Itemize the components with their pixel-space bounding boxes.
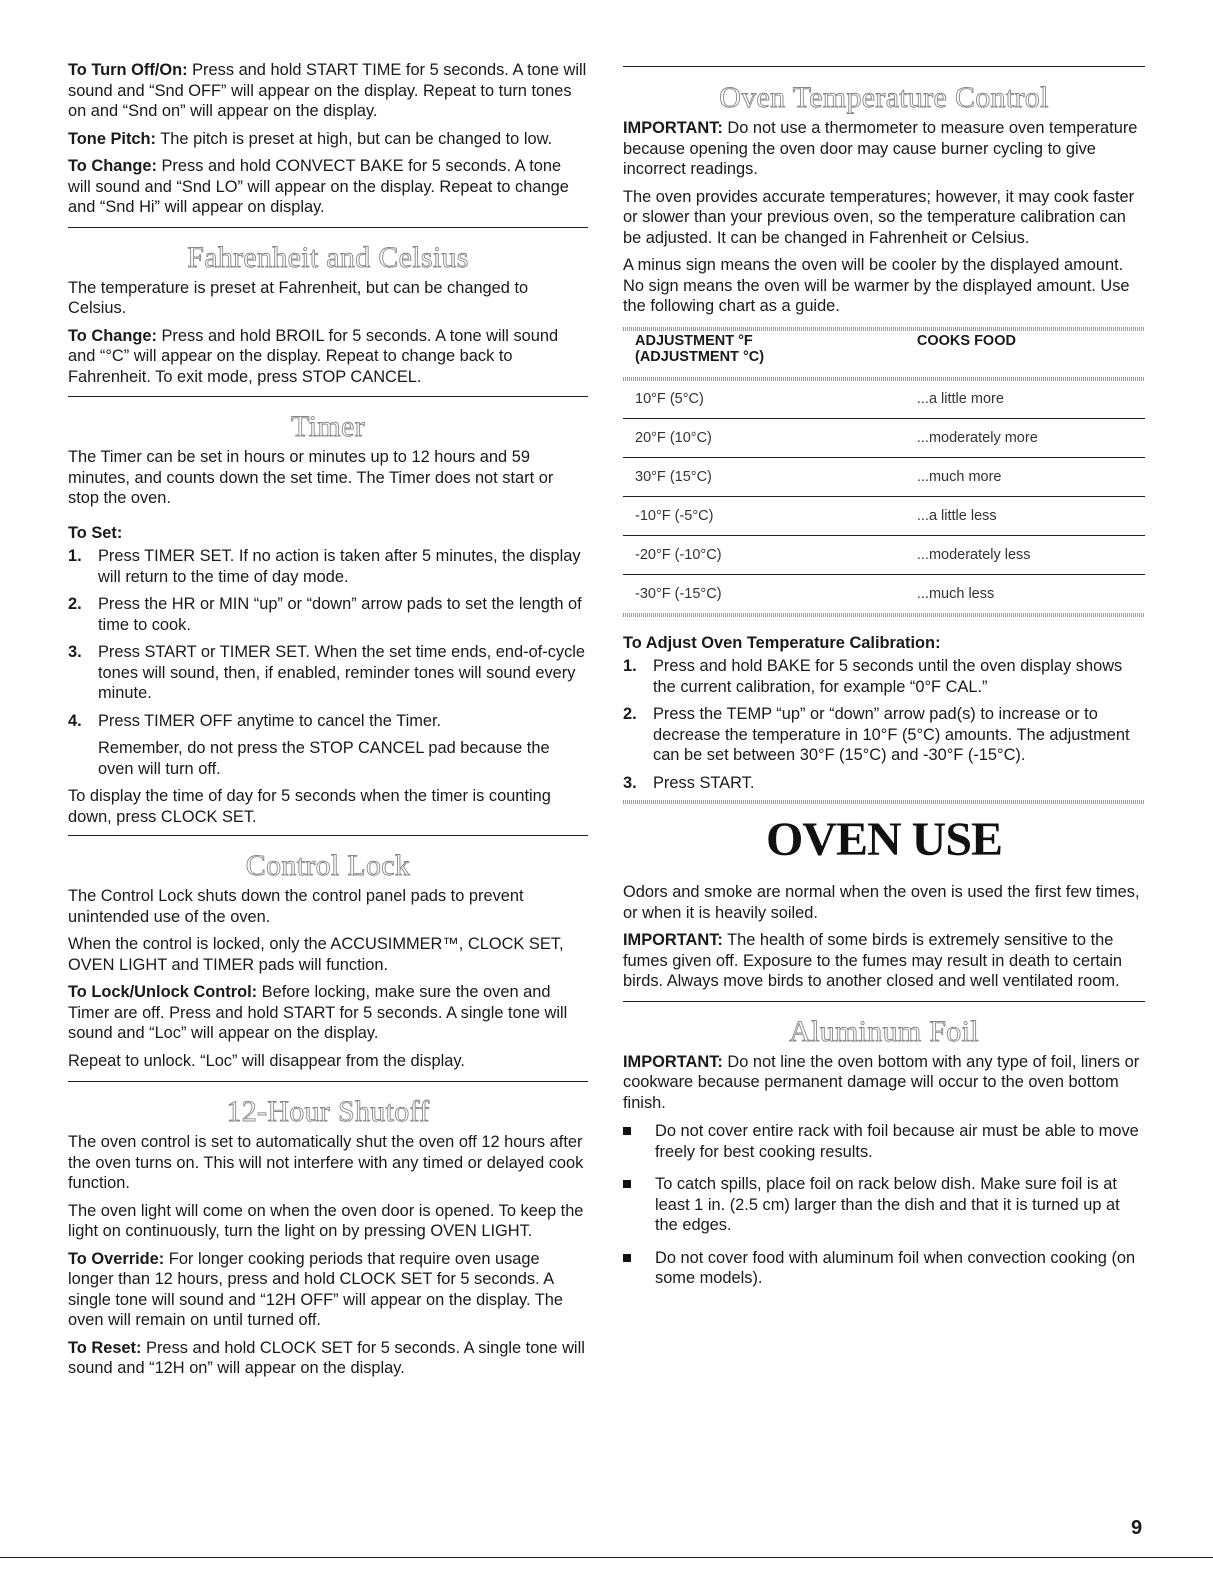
list-item — [68, 546, 588, 587]
turn-tones-text: Press and hold START TIME for 5 seconds. A tone will sound and “Snd OFF” will appear on the display. Repeat to turn tones on and “Snd on” will appear on the display. — [68, 61, 587, 120]
tone-pitch-label: Tone Pitch: — [68, 129, 157, 148]
adjustment-cell: 20°F (10°C) — [623, 418, 905, 457]
fahrenheit-change-text: Press and hold BROIL for 5 seconds. A tone will sound and “°C” will appear on the display. Repeat to change back to Fahrenheit. To exit mode, press STOP CANCEL. — [68, 326, 559, 386]
foil-important-paragraph — [623, 1052, 1145, 1114]
step-number: 1. — [623, 657, 637, 675]
list-item: Do not cover entire rack with foil because air must be able to move freely for best cooking results. — [623, 1121, 1145, 1162]
step-text: Press the HR or MIN “up” or “down” arrow pads to set the length of time to cook. — [98, 595, 582, 634]
oven-use-important-paragraph — [623, 930, 1145, 992]
step-text: Press the TEMP “up” or “down” arrow pad(s) to increase or to decrease the temperature in 10°F (5°C) amounts. The adjustment can be set between 30°F (15°C) and -30°F (-15°C). — [653, 705, 1130, 764]
timer-section — [68, 397, 588, 827]
list-item — [623, 704, 1145, 766]
table-row — [623, 535, 1145, 574]
step-text: Press and hold BAKE for 5 seconds until the oven display shows the current calibration, for example “0°F CAL.” — [653, 657, 1123, 696]
cooks-food-header: COOKS FOOD — [916, 332, 1016, 349]
table-row — [623, 418, 1145, 457]
important-text: Do not line the oven bottom with any type of foil, liners or cookware because permanent damage will occur to the oven bottom finish. — [623, 1052, 1140, 1112]
adjustment-cell: 30°F (15°C) — [623, 457, 905, 496]
timer-intro: The Timer can be set in hours or minutes up to 12 hours and 59 minutes, and counts down the set time. The Timer does not start or stop the oven. — [68, 448, 554, 507]
shutoff-heading: 12-Hour Shutoff — [226, 1095, 430, 1128]
cooks-food-cell: ...moderately less — [905, 535, 1145, 574]
cooks-food-cell: ...moderately more — [905, 418, 1145, 457]
tone-change-text: Press and hold CONVECT BAKE for 5 seconds. A tone will sound and “Snd LO” will appear on the display. Repeat to change and “Snd Hi” will appear on display. — [68, 157, 569, 216]
adjustment-header — [623, 331, 905, 377]
table-row — [623, 457, 1145, 496]
step-number: 1. — [68, 547, 82, 565]
oven-temperature-heading: Oven Temperature Control — [719, 81, 1049, 114]
override-label: To Override: — [68, 1249, 165, 1268]
important-label: IMPORTANT: — [623, 1052, 723, 1071]
adjustment-cell: -10°F (-5°C) — [623, 496, 905, 535]
turn-tones-paragraph — [68, 60, 588, 122]
lock-unlock-text: Before locking, make sure the oven and Timer are off. Press and hold START for 5 seconds. A single tone will sound and “Loc” will appear on the display. — [68, 983, 568, 1042]
table-row — [623, 574, 1145, 613]
table-header-row — [623, 331, 1145, 377]
calibration-steps-list — [623, 656, 1145, 793]
tone-change-label: To Change: — [68, 157, 157, 175]
reset-text: Press and hold CLOCK SET for 5 seconds. A single tone will sound and “12H on” will appear on the display. — [68, 1338, 585, 1377]
left-column — [68, 60, 588, 1386]
oven-temp-minus-sign: A minus sign means the oven will be cooler by the displayed amount. No sign means the oven will be warmer by the displayed amount. Use the following chart as a guide. — [623, 256, 1130, 315]
calibration-table — [623, 331, 1145, 613]
adjustment-cell: -30°F (-15°C) — [623, 574, 905, 613]
tone-pitch-paragraph — [68, 129, 588, 150]
timer-remember-note: Remember, do not press the STOP CANCEL pad because the oven will turn off. — [98, 739, 550, 778]
important-text: The health of some birds is extremely sensitive to the fumes given off. Exposure to the fumes may result in death to certain birds. Always move birds to another closed and well ventilated room. — [623, 931, 1122, 990]
foil-bullet-list — [623, 1121, 1145, 1289]
tone-change-paragraph — [68, 156, 588, 218]
important-text: Do not use a thermometer to measure oven temperature because opening the oven door may cause burner cycling to give incorrect readings. — [623, 119, 1138, 178]
list-item — [623, 773, 1145, 794]
oven-temp-important-paragraph — [623, 118, 1145, 180]
right-column — [623, 66, 1145, 1301]
shutoff-section — [68, 1082, 588, 1379]
oven-use-section — [623, 804, 1145, 992]
control-lock-section — [68, 836, 588, 1071]
lock-unlock-paragraph — [68, 982, 588, 1044]
adjust-calibration-heading: To Adjust Oven Temperature Calibration: — [623, 633, 941, 652]
cooks-food-cell: ...a little less — [905, 496, 1145, 535]
list-item — [68, 594, 588, 635]
oven-use-heading: OVEN USE — [765, 813, 1003, 866]
turn-tones-label: To Turn Off/On: — [68, 61, 188, 79]
tone-pitch-text: The pitch is preset at high, but can be changed to low. — [156, 129, 553, 148]
list-item: Do not cover food with aluminum foil when convection cooking (on some models). — [623, 1248, 1145, 1289]
adjustment-cell: -20°F (-10°C) — [623, 535, 905, 574]
aluminum-foil-heading: Aluminum Foil — [789, 1014, 979, 1048]
shutoff-light: The oven light will come on when the oven door is opened. To keep the light on continuously, turn the light on by pressing OVEN LIGHT. — [68, 1201, 584, 1240]
oven-use-intro: Odors and smoke are normal when the oven is used the first few times, or when it is heavily soiled. — [623, 883, 1140, 922]
step-number: 3. — [68, 643, 82, 661]
table-row — [623, 381, 1145, 419]
important-label: IMPORTANT: — [623, 931, 723, 949]
adjustment-cell: 10°F (5°C) — [635, 390, 704, 407]
reset-label: To Reset: — [68, 1338, 142, 1357]
override-text: For longer cooking periods that require oven usage longer than 12 hours, press and hold CLOCK SET for 5 seconds. A single tone will sound and “12H OFF” will appear on the display. The oven will remain on until turned off. — [68, 1249, 564, 1329]
step-text: Press TIMER OFF anytime to cancel the Timer. — [98, 711, 442, 730]
tones-section — [68, 60, 588, 218]
timer-display-paragraph: To display the time of day for 5 seconds when the timer is counting down, press CLOCK SET. — [68, 787, 551, 826]
important-label: IMPORTANT: — [623, 119, 723, 137]
cooks-food-cell: ...a little more — [916, 390, 1004, 407]
timer-steps-list — [68, 546, 588, 731]
fahrenheit-celsius-section — [68, 228, 588, 388]
table-row — [623, 496, 1145, 535]
cooks-food-cell: ...much more — [905, 457, 1145, 496]
fahrenheit-celsius-heading: Fahrenheit and Celsius — [187, 240, 469, 274]
step-number: 2. — [68, 595, 82, 613]
control-lock-heading: Control Lock — [245, 849, 411, 882]
override-paragraph — [68, 1249, 588, 1331]
timer-heading: Timer — [291, 410, 365, 443]
table-body — [623, 377, 1145, 613]
fahrenheit-change-paragraph — [68, 326, 588, 388]
list-item — [68, 642, 588, 704]
timer-to-set-heading: To Set: — [68, 523, 123, 542]
aluminum-foil-section — [623, 1002, 1145, 1289]
page-number: 9 — [1131, 1517, 1143, 1539]
step-text: Press START or TIMER SET. When the set time ends, end-of-cycle tones will sound, then, if enabled, reminder tones will sound every minute. — [98, 643, 586, 702]
step-number: 3. — [623, 773, 637, 792]
control-lock-intro: The Control Lock shuts down the control panel pads to prevent unintended use of the oven. — [68, 887, 524, 926]
oven-temp-accuracy: The oven provides accurate temperatures; however, it may cook faster or slower than your previous oven, so the temperature calibration can be adjusted. It can be changed in Fahrenheit or Celsius. — [623, 187, 1135, 247]
fahrenheit-intro: The temperature is preset at Fahrenheit, but can be changed to Celsius. — [68, 278, 529, 317]
cooks-food-cell: ...much less — [905, 574, 1145, 613]
step-text: Press TIMER SET. If no action is taken after 5 minutes, the display will return to the time of day mode. — [98, 547, 581, 586]
page-bottom-rule — [0, 1557, 1213, 1558]
adjustment-header-fahrenheit: ADJUSTMENT °F — [635, 332, 753, 349]
shutoff-intro: The oven control is set to automatically shut the oven off 12 hours after the oven turns on. This will not interfere with any timed or delayed cook function. — [68, 1133, 584, 1192]
step-number: 4. — [68, 711, 82, 730]
list-item: To catch spills, place foil on rack below dish. Make sure foil is at least 1 in. (2.5 cm) larger than the dish and that it is turned up at the edges. — [623, 1174, 1145, 1236]
oven-temperature-section — [623, 67, 1145, 793]
list-item — [623, 656, 1145, 697]
step-text: Press START. — [653, 773, 755, 792]
control-lock-repeat: Repeat to unlock. “Loc” will disappear from the display. — [68, 1051, 465, 1070]
table-header — [623, 331, 1145, 377]
step-number: 2. — [623, 705, 637, 723]
table-bottom-border — [623, 613, 1145, 617]
list-item — [68, 711, 588, 732]
adjustment-header-celsius: (ADJUSTMENT °C) — [635, 348, 765, 365]
lock-unlock-label: To Lock/Unlock Control: — [68, 983, 258, 1001]
control-lock-pads: When the control is locked, only the ACCUSIMMER™, CLOCK SET, OVEN LIGHT and TIMER pads will function. — [68, 935, 564, 974]
fahrenheit-change-label: To Change: — [68, 326, 157, 345]
reset-paragraph — [68, 1338, 588, 1379]
